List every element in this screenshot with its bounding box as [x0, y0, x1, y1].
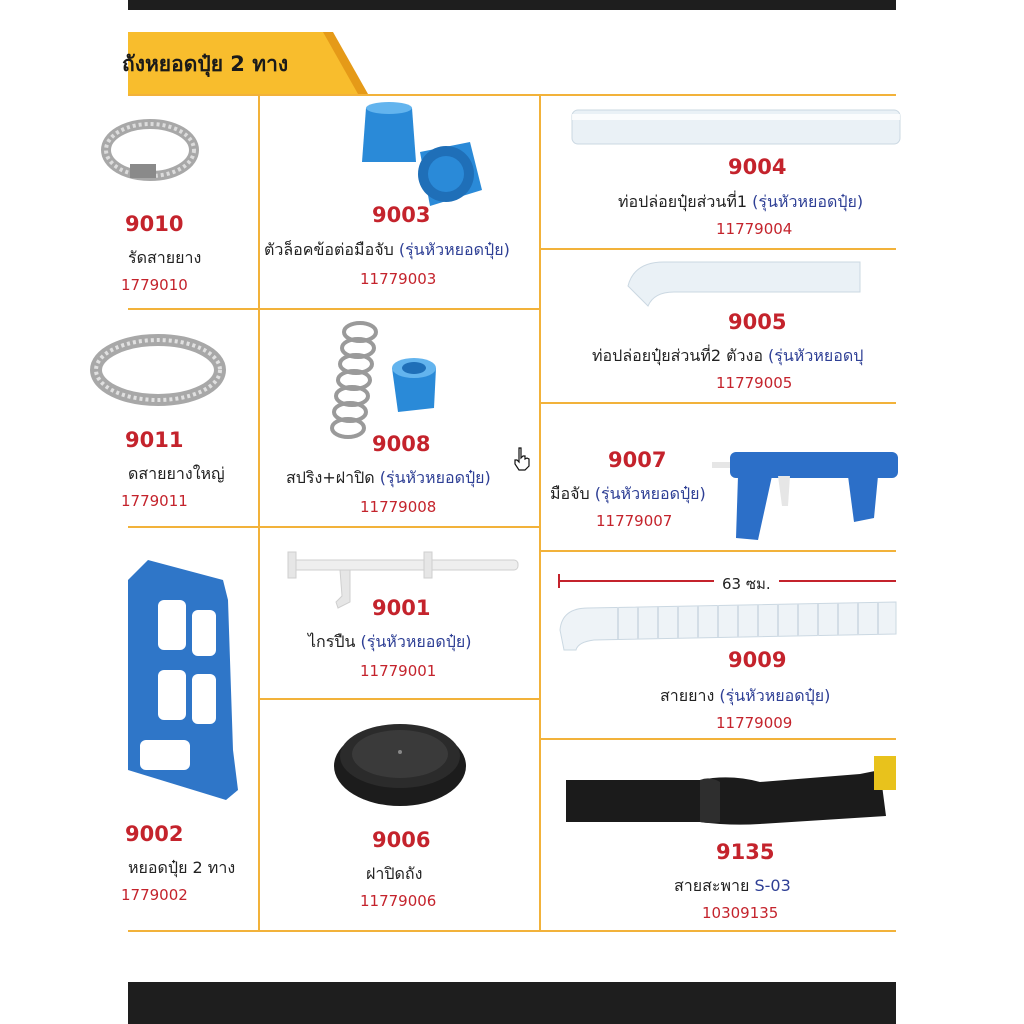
part-sku: 1779002	[121, 886, 188, 904]
model-text: S-03	[754, 876, 791, 895]
model-text: (รุ่นหัวหยอดปุ๋ย)	[360, 632, 472, 651]
divider	[128, 94, 896, 96]
measurement-label: 63 ซม.	[714, 572, 779, 596]
part-sku: 11779003	[360, 270, 437, 288]
blue-connector-icon	[360, 102, 490, 216]
part-code: 9004	[728, 155, 787, 179]
part-name: ฝาปิดถัง	[366, 864, 423, 883]
part-code: 9135	[716, 840, 775, 864]
divider	[128, 308, 539, 310]
part-name-text: สปริง+ฝาปิด	[286, 468, 375, 487]
part-code: 9007	[608, 448, 667, 472]
shoulder-strap-icon	[560, 752, 896, 840]
part-name-text: มือจับ	[550, 484, 590, 503]
part-sku: 11779009	[716, 714, 793, 732]
divider	[128, 930, 896, 932]
divider	[258, 94, 260, 930]
part-name-text: ท่อปล่อยปุ๋ยส่วนที่1	[618, 192, 748, 211]
part-sku: 1779011	[121, 492, 188, 510]
part-sku: 11779007	[596, 512, 673, 530]
part-name-text: สายสะพาย	[674, 876, 750, 895]
part-name	[550, 482, 706, 507]
part-name: หยอดปุ๋ย 2 ทาง	[128, 858, 236, 877]
measurement-tick	[558, 574, 560, 588]
blue-stand-icon	[128, 560, 243, 814]
large-hose-clamp-icon	[128, 326, 228, 420]
part-name	[286, 466, 491, 491]
part-code: 9011	[125, 428, 184, 452]
part-sku: 11779004	[716, 220, 793, 238]
model-text: (รุ่นหัวหยอดปุ๋ย)	[752, 192, 864, 211]
part-code: 9001	[372, 596, 431, 620]
model-text: (รุ่นหัวหยอดปุ๋ย)	[594, 484, 706, 503]
part-name	[660, 684, 830, 709]
blue-handle-icon	[708, 446, 898, 560]
part-sku: 1779010	[121, 276, 188, 294]
bent-tube-icon	[624, 256, 864, 316]
part-name	[308, 630, 472, 655]
part-name-text: ไกรปืน	[308, 632, 356, 651]
divider	[539, 738, 896, 740]
part-name	[674, 874, 791, 899]
part-name	[264, 238, 510, 263]
part-code: 9010	[125, 212, 184, 236]
straight-tube-icon	[568, 106, 896, 154]
model-text: (รุ่นหัวหยอดปุ๋ย)	[379, 468, 491, 487]
small-hose-clamp-icon	[128, 114, 200, 190]
divider	[539, 402, 896, 404]
part-code: 9003	[372, 203, 431, 227]
part-name	[592, 344, 863, 369]
model-text: (รุ่นหัวหยอดปุ	[768, 346, 864, 365]
part-name	[618, 190, 863, 215]
model-text: (รุ่นหัวหยอดปุ๋ย)	[398, 240, 510, 259]
part-name-text: สายยาง	[660, 686, 715, 705]
part-name-text: ตัวล็อคข้อต่อมือจับ	[264, 240, 394, 259]
part-code: 9005	[728, 310, 787, 334]
divider	[539, 94, 541, 930]
section-title: ถังหยอดปุ๋ย 2 ทาง	[122, 52, 289, 76]
divider	[258, 698, 539, 700]
top-bar	[128, 0, 896, 10]
part-sku: 11779005	[716, 374, 793, 392]
model-text: (รุ่นหัวหยอดปุ๋ย)	[719, 686, 831, 705]
part-name-text: ท่อปล่อยปุ๋ยส่วนที่2 ตัวงอ	[592, 346, 763, 365]
part-code: 9006	[372, 828, 431, 852]
divider	[539, 248, 896, 250]
part-code: 9002	[125, 822, 184, 846]
part-sku: 11779008	[360, 498, 437, 516]
hand-cursor-icon	[513, 446, 531, 476]
part-name: รัดสายยาง	[128, 248, 202, 267]
hose-icon	[558, 594, 896, 654]
part-code: 9008	[372, 432, 431, 456]
bottom-bar	[128, 982, 896, 1024]
part-sku: 10309135	[702, 904, 779, 922]
part-sku: 11779001	[360, 662, 437, 680]
tank-lid-icon	[332, 712, 468, 816]
divider	[128, 526, 539, 528]
catalog-page	[121, 10, 896, 982]
section-header	[122, 32, 363, 94]
part-code: 9009	[728, 648, 787, 672]
part-name: ดสายยางใหญ่	[128, 464, 225, 483]
part-sku: 11779006	[360, 892, 437, 910]
